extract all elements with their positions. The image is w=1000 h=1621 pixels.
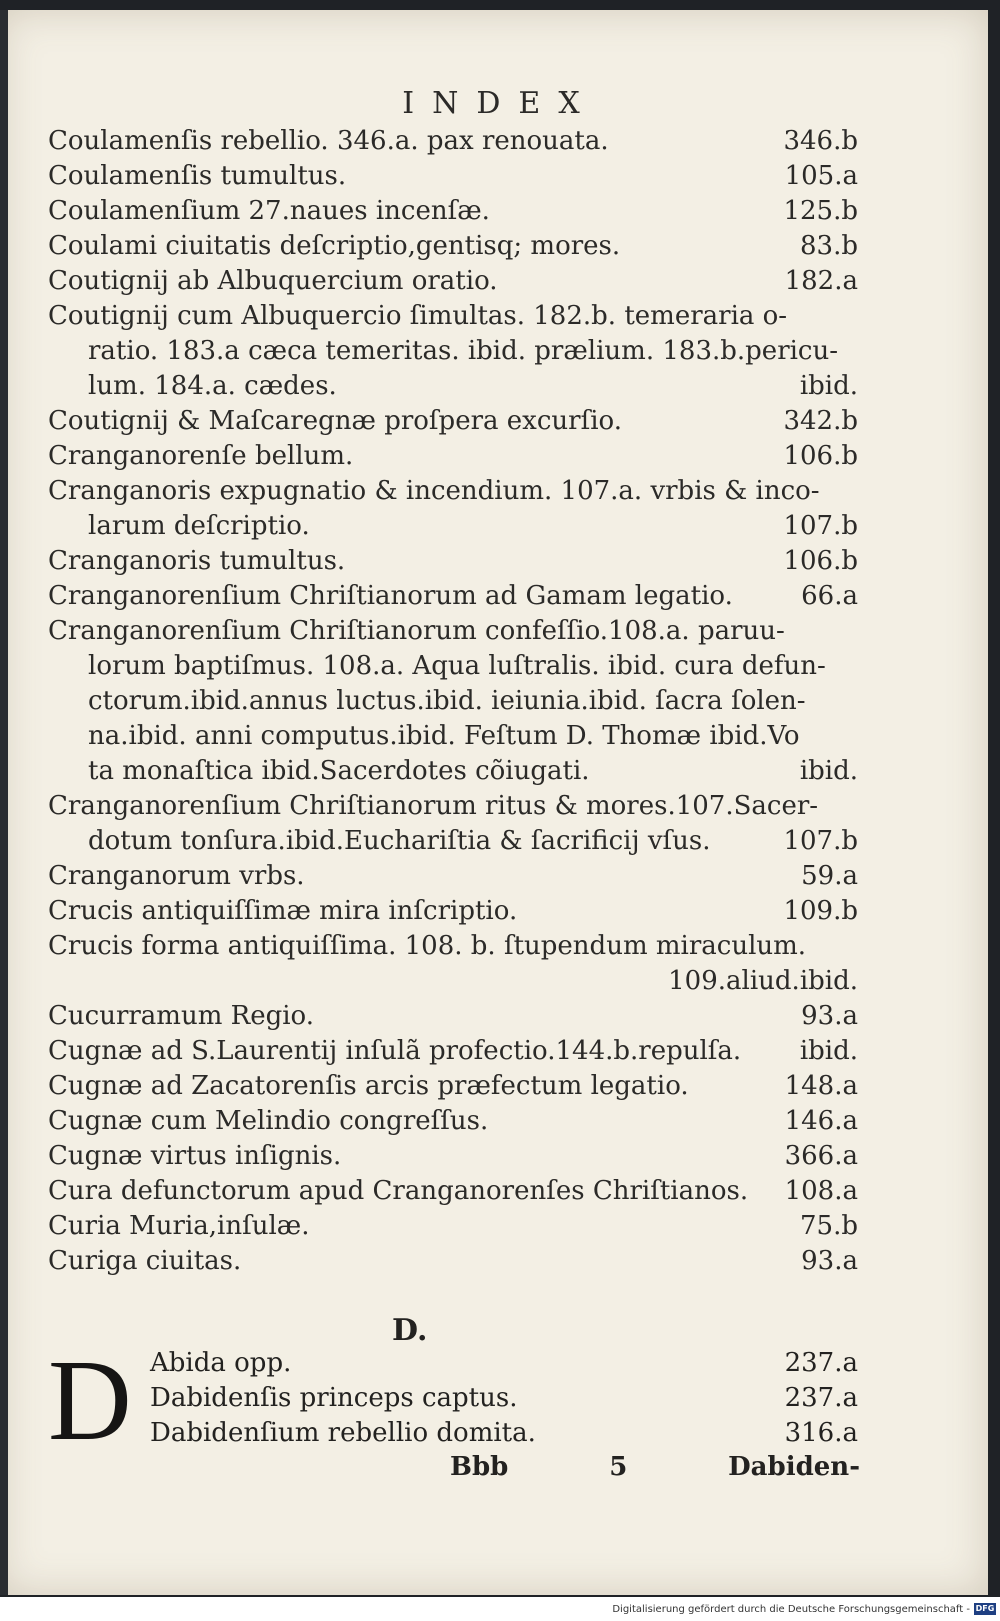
entry-line [48, 754, 858, 789]
entry-page-ref: 366.a [784, 1141, 858, 1171]
entry-line [48, 264, 858, 299]
section-d-entries [150, 1346, 858, 1451]
entry-page-ref: 107.b [783, 511, 858, 541]
index-entry [48, 1104, 858, 1139]
entry-text: Cranganorum vrbs. [48, 861, 305, 891]
index-entries [48, 124, 858, 1279]
entry-line [48, 1244, 858, 1279]
entry-page-ref: 237.a [784, 1383, 858, 1413]
entry-text: Cugnæ ad S.Laurentij inſulã profectio.144.b.repulſa. [48, 1036, 742, 1066]
index-entry [48, 404, 858, 439]
entry-line [48, 159, 858, 194]
entry-line [48, 579, 858, 614]
entry-page-ref: 106.b [783, 546, 858, 576]
entry-page-ref: 93.a [801, 1001, 858, 1031]
entry-line [48, 194, 858, 229]
entry-text: lorum baptiſmus. 108.a. Aqua luſtralis. ibid. cura defun- [88, 651, 826, 681]
entry-text: Curia Muria,inſulæ. [48, 1211, 310, 1241]
entry-text: Cura defunctorum apud Cranganorenſes Chriſtianos. [48, 1176, 749, 1206]
entry-line [48, 684, 858, 719]
entry-line [48, 404, 858, 439]
entry-line [48, 824, 858, 859]
entry-line [48, 509, 858, 544]
entry-line [48, 474, 858, 509]
index-entry [150, 1416, 858, 1451]
index-entry [48, 1244, 858, 1279]
entry-line [48, 1104, 858, 1139]
dropcap-d: D [48, 1337, 132, 1465]
index-entry [48, 894, 858, 929]
entry-line [48, 229, 858, 264]
entry-page-ref: 148.a [784, 1071, 858, 1101]
index-entry [48, 929, 858, 999]
entry-text: Abida opp. [150, 1348, 292, 1378]
page-header: INDEX [402, 86, 598, 121]
entry-text: ta monaſtica ibid.Sacerdotes cõiugati. [88, 756, 590, 786]
index-entry [48, 1034, 858, 1069]
entry-line [48, 894, 858, 929]
entry-text: Coutignij ab Albuquercium oratio. [48, 266, 498, 296]
entry-text: Coutignij cum Albuquercio ſimultas. 182.b. temeraria o- [48, 301, 788, 331]
entry-text: Cugnæ cum Melindio congreſſus. [48, 1106, 489, 1136]
entry-text: Curiga ciuitas. [48, 1246, 242, 1276]
entry-page-ref: 146.a [784, 1106, 858, 1136]
entry-text: Coulamenſis tumultus. [48, 161, 347, 191]
catchword: Dabiden- [728, 1452, 860, 1482]
entry-page-ref: 342.b [783, 406, 858, 436]
caption-text: Digitalisierung gefördert durch die Deutsche Forschungsgemeinschaft - [612, 1604, 970, 1615]
entry-text: ctorum.ibid.annus luctus.ibid. ieiunia.ibid. ſacra ſolen- [88, 686, 806, 716]
entry-text: Coutignij & Maſcaregnæ proſpera excurſio. [48, 406, 622, 436]
index-entry [48, 579, 858, 614]
entry-text: Crucis antiquiſſimæ mira inſcriptio. [48, 896, 518, 926]
index-entry [48, 159, 858, 194]
entry-page-ref: 108.a [784, 1176, 858, 1206]
entry-text: Cranganorenſe bellum. [48, 441, 354, 471]
entry-line [48, 1209, 858, 1244]
section-letter-d: D. [392, 1313, 428, 1348]
entry-text: Dabidenſis princeps captus. [150, 1383, 518, 1413]
entry-line [48, 719, 858, 754]
entry-text: lum. 184.a. cædes. [88, 371, 337, 401]
entry-line [48, 544, 858, 579]
entry-text: na.ibid. anni computus.ibid. Feſtum D. Thomæ ibid.Vo [88, 721, 800, 751]
entry-page-ref: 83.b [800, 231, 858, 261]
page-footer [450, 1452, 860, 1482]
entry-text: Cranganoris expugnatio & incendium. 107.a. vrbis & inco- [48, 476, 820, 506]
entry-text: Dabidenſium rebellio domita. [150, 1418, 536, 1448]
index-entry [48, 859, 858, 894]
entry-page-ref: 125.b [783, 196, 858, 226]
entry-line [48, 334, 858, 369]
entry-text: Coulamenſium 27.naues incenſæ. [48, 196, 490, 226]
entry-line [48, 439, 858, 474]
entry-line [48, 1139, 858, 1174]
entry-text: Cranganorenſium Chriſtianorum ad Gamam legatio. [48, 581, 733, 611]
index-entry [48, 999, 858, 1034]
entry-text: Cranganorenſium Chriſtianorum confeſſio.108.a. paruu- [48, 616, 785, 646]
entry-page-ref: 346.b [783, 126, 858, 156]
entry-page-ref: 182.a [784, 266, 858, 296]
entry-page-ref: 93.a [801, 1246, 858, 1276]
entry-line [48, 1034, 858, 1069]
index-entry [48, 1069, 858, 1104]
digitization-caption-bar [0, 1597, 1000, 1621]
entry-page-ref: 59.a [801, 861, 858, 891]
index-entry [48, 544, 858, 579]
entry-page-ref: 109.b [783, 896, 858, 926]
entry-text: Cranganorenſium Chriſtianorum ritus & mores.107.Sacer- [48, 791, 819, 821]
entry-text: ratio. 183.a cæca temeritas. ibid. prælium. 183.b.pericu- [88, 336, 839, 366]
entry-page-ref: 105.a [784, 161, 858, 191]
entry-page-ref: 75.b [800, 1211, 858, 1241]
entry-page-ref: 66.a [801, 581, 858, 611]
index-entry [48, 1139, 858, 1174]
index-entry [48, 299, 858, 404]
entry-text: Coulami ciuitatis deſcriptio,gentisq; mores. [48, 231, 621, 261]
entry-line [48, 649, 858, 684]
index-entry [48, 614, 858, 789]
entry-line [48, 929, 858, 964]
entry-line [48, 789, 858, 824]
entry-text: Cranganoris tumultus. [48, 546, 346, 576]
entry-page-ref: ibid. [799, 1036, 858, 1066]
entry-line [48, 1174, 858, 1209]
entry-page-ref: 106.b [783, 441, 858, 471]
index-entry [150, 1381, 858, 1416]
entry-page-ref: 107.b [783, 826, 858, 856]
index-entry [48, 789, 858, 859]
entry-line [48, 614, 858, 649]
index-entry [48, 439, 858, 474]
entry-text: dotum tonſura.ibid.Euchariſtia & ſacrificij vſus. [88, 826, 711, 856]
entry-text: larum deſcriptio. [88, 511, 310, 541]
entry-text: Cugnæ virtus inſignis. [48, 1141, 342, 1171]
index-entry [150, 1346, 858, 1381]
index-entry [48, 1209, 858, 1244]
index-entry [48, 194, 858, 229]
entry-line [48, 964, 858, 999]
entry-page-ref: ibid. [799, 756, 858, 786]
entry-page-ref: ibid. [799, 371, 858, 401]
signature-mark: Bbb [450, 1452, 509, 1482]
entry-line [48, 124, 858, 159]
entry-text: Cucurramum Regio. [48, 1001, 315, 1031]
index-entry [48, 264, 858, 299]
entry-text: Cugnæ ad Zacatorenſis arcis præfectum legatio. [48, 1071, 689, 1101]
entry-line [48, 999, 858, 1034]
entry-text: Coulamenſis rebellio. 346.a. pax renouata. [48, 126, 609, 156]
signature-number: 5 [609, 1452, 628, 1482]
index-entry [48, 474, 858, 544]
dfg-logo-icon: DFG [975, 1604, 995, 1613]
entry-line [48, 859, 858, 894]
entry-line [48, 1069, 858, 1104]
entry-page-ref: 316.a [784, 1418, 858, 1448]
entry-line [48, 369, 858, 404]
entry-line [48, 299, 858, 334]
entry-page-ref: 109.aliud.ibid. [668, 966, 858, 996]
entry-text: Crucis forma antiquiſſima. 108. b. ſtupendum miraculum. [48, 931, 807, 961]
index-entry [48, 229, 858, 264]
index-entry [48, 1174, 858, 1209]
index-entry [48, 124, 858, 159]
entry-page-ref: 237.a [784, 1348, 858, 1378]
page-shadow-edge [0, 10, 8, 1595]
